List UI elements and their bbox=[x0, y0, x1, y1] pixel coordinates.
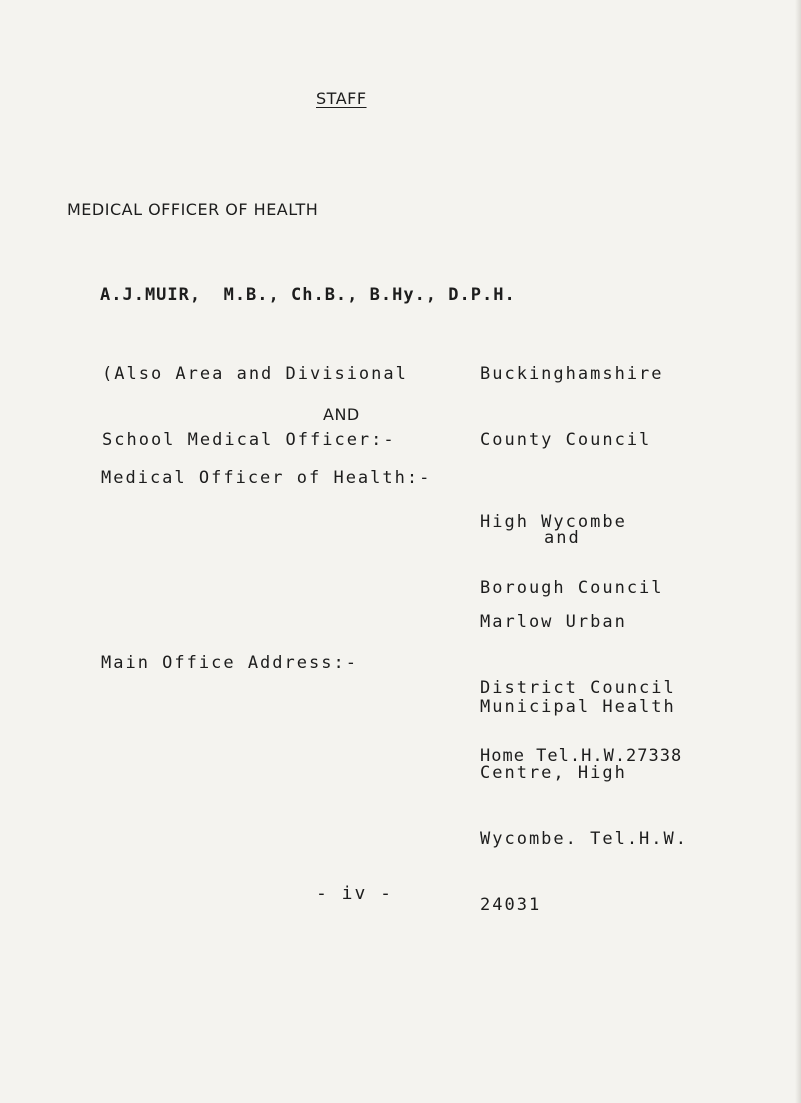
second-council-line: District Council bbox=[480, 678, 676, 698]
also-role-line: (Also Area and Divisional bbox=[102, 364, 408, 384]
moh-council-line: Borough Council bbox=[480, 578, 664, 598]
also-council bbox=[480, 319, 664, 473]
address-line: Municipal Health bbox=[480, 697, 676, 717]
also-council-line: County Council bbox=[480, 430, 652, 450]
also-role-line: School Medical Officer:- bbox=[102, 430, 396, 450]
page-number: - iv - bbox=[316, 883, 394, 904]
and-lower: and bbox=[544, 528, 581, 548]
address-label: Main Office Address:- bbox=[101, 653, 358, 673]
also-role bbox=[102, 319, 408, 473]
home-telephone: Home Tel.H.W.27338 bbox=[480, 746, 683, 766]
page-title: STAFF bbox=[316, 89, 367, 108]
page-edge-shadow bbox=[795, 0, 801, 1103]
address-line: 24031 bbox=[480, 895, 542, 915]
second-council-line: Marlow Urban bbox=[480, 612, 627, 632]
address-block bbox=[480, 652, 688, 938]
moh-council-line: High Wycombe bbox=[480, 512, 627, 532]
moh-role: Medical Officer of Health:- bbox=[101, 468, 432, 488]
officer-name: A.J.MUIR, M.B., Ch.B., B.Hy., D.P.H. bbox=[100, 285, 516, 305]
address-line: Wycombe. Tel.H.W. bbox=[480, 829, 688, 849]
address-line: Centre, High bbox=[480, 763, 627, 783]
and-upper: AND bbox=[323, 405, 360, 424]
also-council-line: Buckinghamshire bbox=[480, 364, 664, 384]
section-heading: MEDICAL OFFICER OF HEALTH bbox=[67, 200, 319, 219]
